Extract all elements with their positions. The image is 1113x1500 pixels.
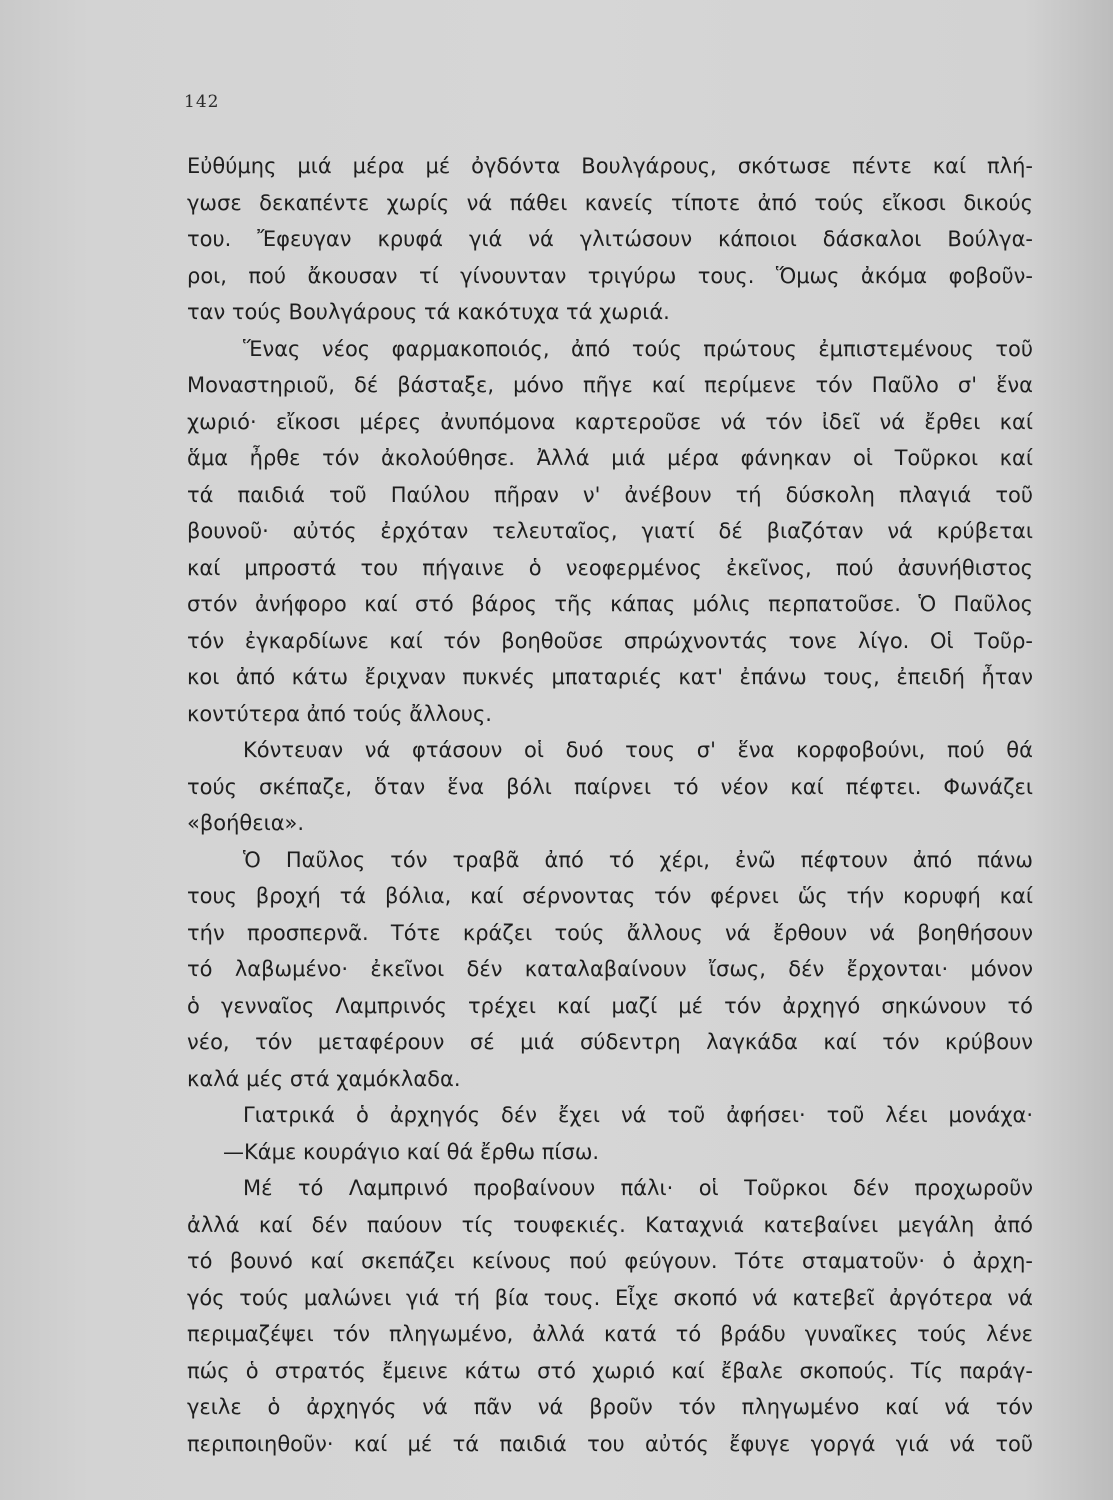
text-line: χωριό· εἴκοσι μέρες ἀνυπόμονα καρτεροῦσε νά τόν ἰδεῖ νά ἔρθει καί [187,409,1033,434]
text-line: ἅμα ἦρθε τόν ἀκολούθησε. Ἀλλά μιά μέρα φάνηκαν οἱ Τοῦρκοι καί [187,446,1033,470]
text-line: «βοήθεια». [187,811,305,835]
text-line: ταν τούς Βουλγάρους τά κακότυχα τά χωριά. [187,300,670,324]
text-line: τούς σκέπαζε, ὅταν ἕνα βόλι παίρνει τό νέον καί πέφτει. Φωνάζει [187,774,1033,799]
text-line: βουνοῦ· αὐτός ἐρχόταν τελευταῖος, γιατί δέ βιαζόταν νά κρύβεται [187,519,1033,543]
text-line: Ἕνας νέος φαρμακοποιός, ἀπό τούς πρώτους ἐμπιστεμένους τοῦ [243,336,1033,361]
text-line: Ὁ Παῦλος τόν τραβᾶ ἀπό τό χέρι, ἐνῶ πέφτουν ἀπό πάνω [243,847,1033,872]
text-line: νέο, τόν μεταφέρουν σέ μιά σύδεντρη λαγκάδα καί τόν κρύβουν [187,1030,1033,1054]
text-line: —Κάμε κουράγιο καί θά ἔρθω πίσω. [223,1139,600,1164]
text-line: τά παιδιά τοῦ Παύλου πῆραν ν' ἀνέβουν τή δύσκολη πλαγιά τοῦ [187,482,1033,507]
text-line: ἀλλά καί δέν παύουν τίς τουφεκιές. Καταχνιά κατεβαίνει μεγάλη ἀπό [187,1212,1033,1237]
text-line: Μέ τό Λαμπρινό προβαίνουν πάλι· οἱ Τοῦρκοι δέν προχωροῦν [243,1176,1033,1200]
text-line: γειλε ὁ ἀρχηγός νά πᾶν νά βροῦν τόν πληγωμένο καί νά τόν [187,1395,1033,1419]
text-line: Εὐθύμης μιά μέρα μέ ὀγδόντα Βουλγάρους, σκότωσε πέντε καί πλή- [187,154,1033,178]
text-line: κοντύτερα ἀπό τούς ἄλλους. [187,701,492,726]
text-line: καί μπροστά του πήγαινε ὁ νεοφερμένος ἐκεῖνος, πού ἀσυνήθιστος [187,555,1033,580]
body-text [187,148,1033,1462]
text-line: τό λαβωμένο· ἐκεῖνοι δέν καταλαβαίνουν ἴσως, δέν ἔρχονται· μόνον [187,957,1033,981]
text-line: Κόντευαν νά φτάσουν οἱ δυό τους σ' ἕνα κορφοβούνι, πού θά [243,738,1033,762]
text-line: τήν προσπερνᾶ. Τότε κράζει τούς ἄλλους νά ἔρθουν νά βοηθήσουν [187,920,1033,945]
text-line: τους βροχή τά βόλια, καί σέρνοντας τόν φέρνει ὥς τήν κορυφή καί [187,884,1033,908]
text-line: γός τούς μαλώνει γιά τή βία τους. Εἶχε σκοπό νά κατεβεῖ ἀργότερα νά [187,1285,1033,1310]
text-line: του. Ἔφευγαν κρυφά γιά νά γλιτώσουν κάποιοι δάσκαλοι Βούλγα- [187,227,1033,251]
text-line: στόν ἀνήφορο καί στό βάρος τῆς κάπας μόλις περπατοῦσε. Ὁ Παῦλος [187,592,1033,616]
text-line: πώς ὁ στρατός ἔμεινε κάτω στό χωριό καί ἔβαλε σκοπούς. Τίς παράγ- [187,1358,1033,1383]
text-line: τόν ἐγκαρδίωνε καί τόν βοηθοῦσε σπρώχνοντάς τονε λίγο. Οἱ Τοῦρ- [187,628,1033,653]
text-line: τό βουνό καί σκεπάζει κείνους πού φεύγουν. Τότε σταματοῦν· ὁ ἀρχη- [187,1249,1033,1273]
text-line: γωσε δεκαπέντε χωρίς νά πάθει κανείς τίποτε ἀπό τούς εἴκοσι δικούς [187,190,1033,215]
text-line: κοι ἀπό κάτω ἔριχναν πυκνές μπαταριές κατ' ἐπάνω τους, ἐπειδή ἦταν [187,665,1033,689]
text-line: Γιατρικά ὁ ἀρχηγός δέν ἔχει νά τοῦ ἀφήσει· τοῦ λέει μονάχα· [243,1103,1033,1127]
page-number: 142 [184,92,220,112]
text-line: περιμαζέψει τόν πληγωμένο, ἀλλά κατά τό βράδυ γυναῖκες τούς λένε [187,1322,1033,1346]
text-line: καλά μές στά χαμόκλαδα. [187,1066,461,1091]
text-line: ὁ γενναῖος Λαμπρινός τρέχει καί μαζί μέ τόν ἀρχηγό σηκώνουν τό [187,993,1033,1018]
text-line: Μοναστηριοῦ, δέ βάσταξε, μόνο πῆγε καί περίμενε τόν Παῦλο σ' ἕνα [187,373,1033,397]
text-line: ροι, πού ἄκουσαν τί γίνουνταν τριγύρω τους. Ὅμως ἀκόμα φοβοῦν- [187,263,1033,288]
text-line: περιποιηθοῦν· καί μέ τά παιδιά του αὐτός ἔφυγε γοργά γιά νά τοῦ [187,1431,1033,1456]
